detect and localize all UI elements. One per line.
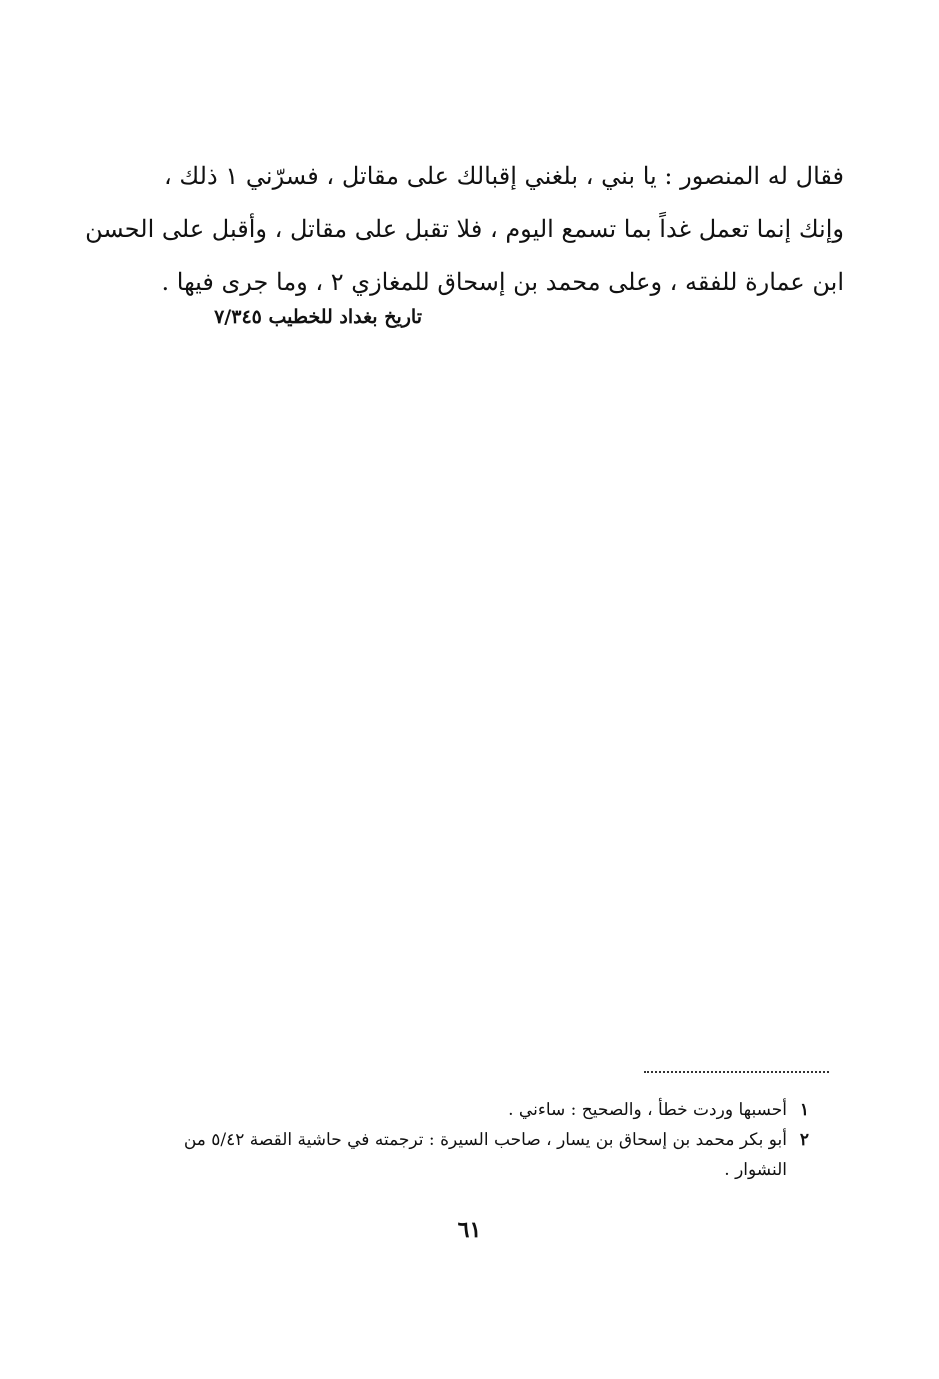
paragraph-line: وإنك إنما تعمل غداً بما تسمع اليوم ، فلا تقبل على مقاتل ، وأقبل على الحسن <box>85 215 844 243</box>
footnotes <box>159 1095 809 1185</box>
footnote-number: ٢ <box>799 1130 809 1150</box>
page-number: ٦١ <box>457 1217 482 1243</box>
footnote-text: أبو بكر محمد بن إسحاق بن يسار ، صاحب السيرة : ترجمته في حاشية القصة ٥/٤٢ من النشوار . <box>183 1130 787 1180</box>
main-paragraph <box>85 150 844 309</box>
footnote-text: أحسبها وردت خطأ ، والصحيح : ساءني . <box>508 1100 787 1120</box>
paragraph-line: ابن عمارة للفقه ، وعلى محمد بن إسحاق للمغازي ٢ ، وما جرى فيها . <box>161 268 844 296</box>
source-citation: تاريخ بغداد للخطيب ٧/٣٤٥ <box>214 306 422 328</box>
footnote-divider <box>644 1071 829 1073</box>
paragraph-line: فقال له المنصور : يا بني ، بلغني إقبالك على مقاتل ، فسرّني ١ ذلك ، <box>164 162 844 190</box>
footnote <box>159 1125 809 1185</box>
footnote <box>159 1095 809 1125</box>
footnote-number: ١ <box>799 1100 809 1120</box>
